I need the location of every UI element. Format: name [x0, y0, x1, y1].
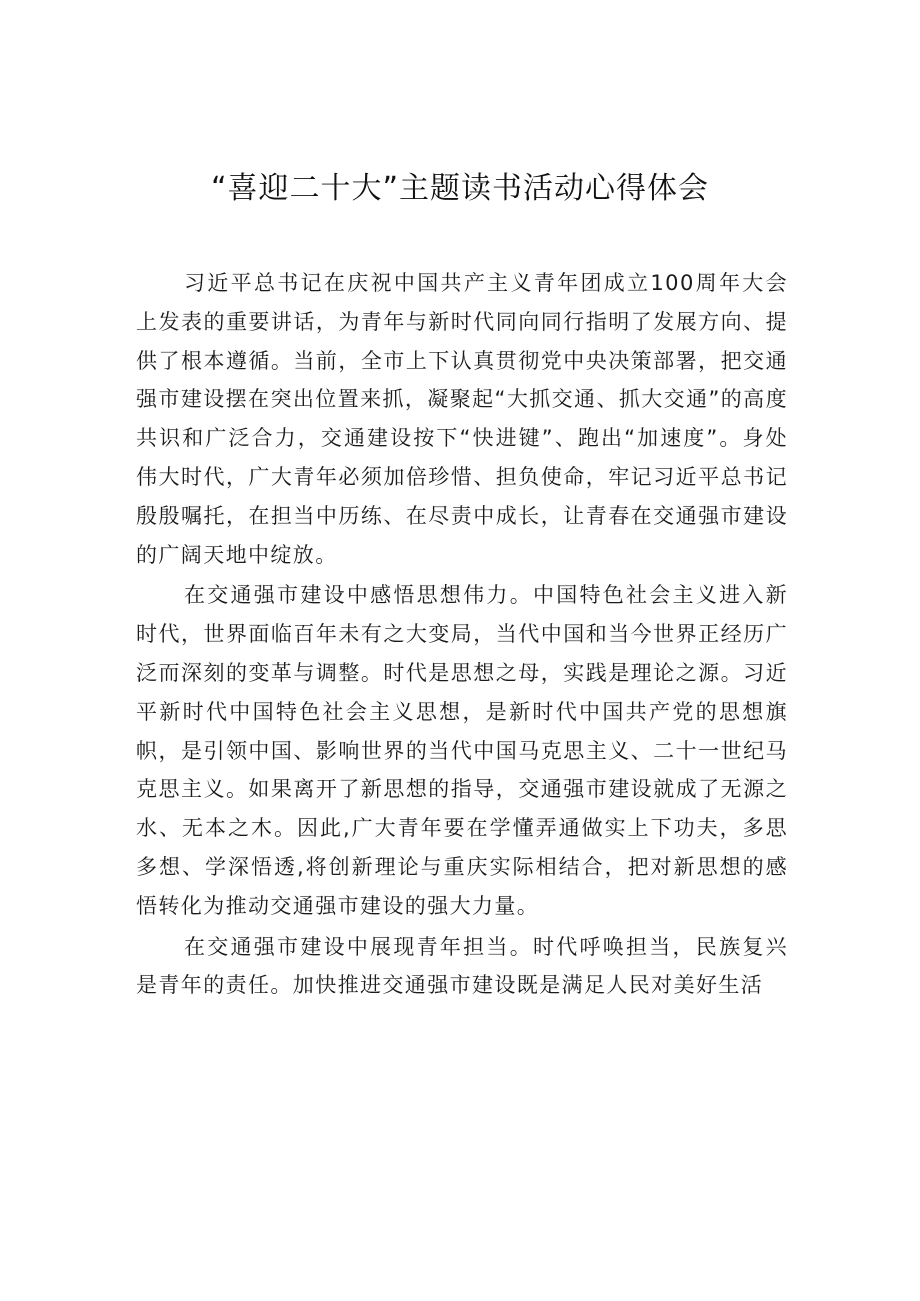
- paragraph-1: 习近平总书记在庆祝中国共产主义青年团成立100周年大会上发表的重要讲话，为青年与新时代同向同行指明了发展方向、提供了根本遵循。当前，全市上下认真贯彻党中央决策部署，把交通强市建设摆在突出位置来抓，凝聚起“大抓交通、抓大交通”的高度共识和广泛合力，交通建设按下“快进键”、跑出“加速度”。身处伟大时代，广大青年必须加倍珍惜、担负使命，牢记习近平总书记殷殷嘱托，在担当中历练、在尽责中成长，让青春在交通强市建设的广阔天地中绽放。: [136, 271, 788, 567]
- document-title: “喜迎二十大”主题读书活动心得体会: [210, 171, 710, 206]
- document-body: [136, 264, 788, 1007]
- paragraph-3: 在交通强市建设中展现青年担当。时代呼唤担当，民族复兴是青年的责任。加快推进交通强市建设既是满足人民对美好生活: [136, 934, 788, 998]
- paragraph-2: 在交通强市建设中感悟思想伟力。中国特色社会主义进入新时代，世界面临百年未有之大变局，当代中国和当今世界正经历广泛而深刻的变革与调整。时代是思想之母，实践是理论之源。习近平新时代中国特色社会主义思想，是新时代中国共产党的思想旗帜，是引领中国、影响世界的当代中国马克思主义、二十一世纪马克思主义。如果离开了新思想的指导，交通强市建设就成了无源之水、无本之木。因此,广大青年要在学懂弄通做实上下功夫，多思多想、学深悟透,将创新理论与重庆实际相结合，把对新思想的感悟转化为推动交通强市建设的强大力量。: [136, 583, 788, 918]
